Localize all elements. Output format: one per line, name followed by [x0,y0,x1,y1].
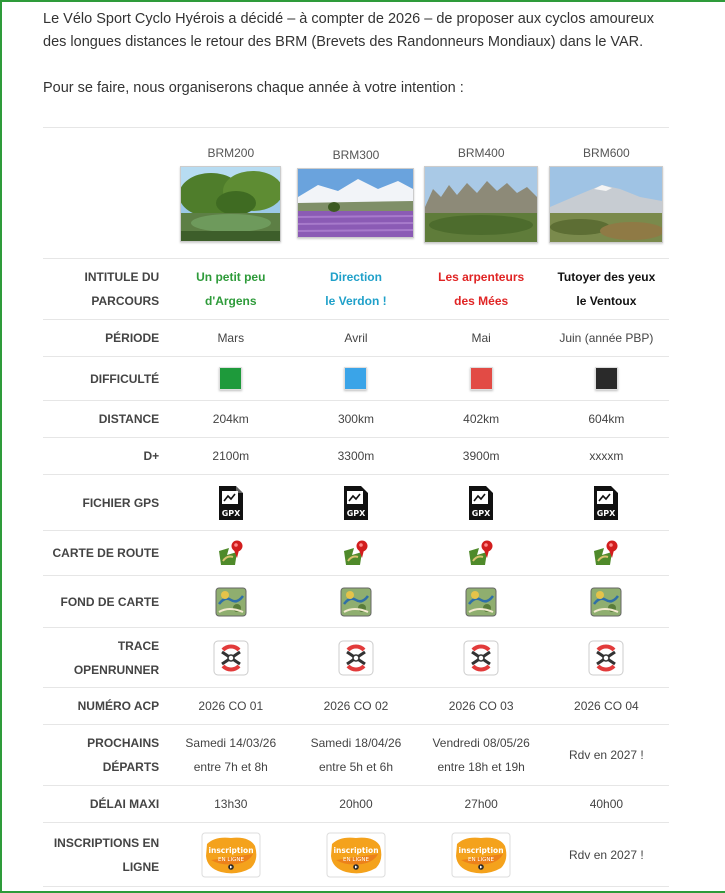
label-line: INTITULE DU [84,270,160,284]
brm-name: BRM400 [457,146,505,160]
row-label-route-map: CARTE DE ROUTE [43,531,168,576]
mont-ventoux-photo[interactable] [549,166,663,243]
brm300-departure [293,725,418,786]
brm400-period: Mai [419,320,544,357]
map-layer-icon[interactable] [215,586,247,618]
brm400-elevation: 3900m [419,438,544,475]
brm600-gps [544,475,669,531]
brm400-title [419,259,544,320]
difficulty-swatch [470,367,493,390]
brm400-gps [419,475,544,531]
gpx-label: GPX [346,508,366,518]
label-line: PARCOURS [91,294,160,308]
brm400-acp: 2026 CO 03 [419,688,544,725]
row-label-period: PÉRIODE [43,320,168,357]
brm600-max-time: 40h00 [544,786,669,823]
elevation-row [43,438,669,475]
brm600-period: Juin (année PBP) [544,320,669,357]
label-line: TRACE [117,638,160,653]
title-line: d'Argens [205,294,257,308]
difficulty-swatch [344,367,367,390]
title-line: le Ventoux [576,294,637,308]
badge-text-2: EN LIGNE [217,856,244,863]
brm300-difficulty [293,357,418,401]
label-line: LIGNE [122,859,160,874]
brm600-departure [544,725,669,786]
brm300-base-map [293,576,418,628]
openrunner-icon[interactable] [338,640,374,676]
brm600-base-map [544,576,669,628]
inscription-badge-icon[interactable] [326,832,386,878]
brm-name: BRM600 [583,146,630,160]
openrunner-icon[interactable] [588,640,624,676]
brm-name: BRM200 [207,146,255,160]
top-border [0,0,725,2]
brm400-trace [419,628,544,688]
brm200-difficulty [168,357,293,401]
max-time-row [43,786,669,823]
brm400-difficulty [419,357,544,401]
label-line: INSCRIPTIONS EN [53,835,160,850]
lavender-field-photo[interactable] [297,168,414,238]
brm200-gps [168,475,293,531]
route-map-row [43,531,669,576]
title-row [43,259,669,320]
header-empty-cell [43,128,168,259]
gpx-label: GPX [597,508,616,518]
title-line: des Mées [454,294,509,308]
map-pin-icon[interactable] [467,539,495,567]
brm600-elevation: xxxxm [544,438,669,475]
brm200-title [168,259,293,320]
title-line: Les arpenteurs [438,270,525,284]
map-layer-icon[interactable] [590,586,622,618]
intro-text [43,8,673,100]
brm600-registration: Rdv en 2027 ! [544,823,669,887]
brm200-distance: 204km [168,401,293,438]
brm200-max-time: 13h30 [168,786,293,823]
river-landscape-photo[interactable] [180,166,281,242]
badge-text-1: inscription [208,845,254,855]
map-pin-icon[interactable] [342,539,370,567]
brm200-header [168,128,293,259]
title-line: Tutoyer des yeux [557,270,656,284]
departures-row [43,725,669,786]
base-map-row [43,576,669,628]
map-pin-icon[interactable] [592,539,620,567]
left-border [0,0,2,893]
brm200-trace [168,628,293,688]
gpx-file-icon[interactable] [467,485,495,521]
row-label-distance: DISTANCE [43,401,168,438]
brm400-route-map [419,531,544,576]
brm200-elevation: 2100m [168,438,293,475]
departure-line: Samedi 18/04/26 [310,736,402,750]
brm400-distance: 402km [419,401,544,438]
gpx-file-icon[interactable] [217,485,245,521]
brm300-gps [293,475,418,531]
brm-table [43,127,669,887]
row-label-title [43,259,168,320]
brm200-registration [168,823,293,887]
brm300-trace [293,628,418,688]
period-row [43,320,669,357]
brm-header-row [43,128,669,259]
brm200-base-map [168,576,293,628]
row-label-elevation: D+ [43,438,168,475]
title-line: Un petit peu [196,270,266,284]
acp-row [43,688,669,725]
difficulty-swatch [595,367,618,390]
row-label-acp: NUMÉRO ACP [43,688,168,725]
brm300-header [293,128,418,259]
row-label-gps: FICHIER GPS [43,475,168,531]
brm600-acp: 2026 CO 04 [544,688,669,725]
brm200-acp: 2026 CO 01 [168,688,293,725]
difficulty-row [43,357,669,401]
label-line: DÉPARTS [102,760,160,774]
brm300-period: Avril [293,320,418,357]
row-label-max-time: DÉLAI MAXI [43,786,168,823]
gpx-file-icon[interactable] [342,485,370,521]
badge-text-2: EN LIGNE [343,856,369,863]
badge-text-1: inscription [333,845,379,855]
badge-text-1: inscription [458,845,504,855]
brm600-distance: 604km [544,401,669,438]
brm600-route-map [544,531,669,576]
gps-row [43,475,669,531]
row-label-departures [43,725,168,786]
brm200-period: Mars [168,320,293,357]
inscription-badge-icon[interactable] [451,832,511,878]
brm600-trace [544,628,669,688]
brm200-departure [168,725,293,786]
map-pin-icon[interactable] [217,539,245,567]
title-line: Direction [329,270,382,284]
brm300-max-time: 20h00 [293,786,418,823]
openrunner-icon[interactable] [463,640,499,676]
label-line: OPENRUNNER [73,662,160,677]
gpx-label: GPX [221,508,241,518]
map-layer-icon[interactable] [465,586,497,618]
departure-line: Vendredi 08/05/26 [432,736,530,750]
brm600-difficulty [544,357,669,401]
badge-text-2: EN LIGNE [468,856,495,863]
row-label-base-map: FOND DE CARTE [43,576,168,628]
trace-row [43,628,669,688]
gpx-file-icon[interactable] [592,485,620,521]
intro-paragraph-1: Le Vélo Sport Cyclo Hyérois a décidé – à compter de 2026 – de proposer aux cyclos amoureux des longues distances le retour des BRM (Brevets des Randonneurs Mondiaux) dans le VAR. [43,11,654,50]
brm300-elevation: 3300m [293,438,418,475]
brm200-route-map [168,531,293,576]
departure-line: entre 5h et 6h [318,760,393,774]
inscription-badge-icon[interactable] [201,832,261,878]
brm-name: BRM300 [332,148,380,162]
brm300-acp: 2026 CO 02 [293,688,418,725]
departure-line: entre 7h et 8h [193,760,268,774]
brm400-departure [419,725,544,786]
map-layer-icon[interactable] [340,586,372,618]
brm400-base-map [419,576,544,628]
brm400-header [419,128,544,259]
difficulty-swatch [219,367,242,390]
departure-line: Samedi 14/03/26 [185,736,277,750]
distance-row [43,401,669,438]
registration-row [43,823,669,887]
row-label-registration [43,823,168,887]
openrunner-icon[interactable] [213,640,249,676]
brm300-distance: 300km [293,401,418,438]
row-label-trace [43,628,168,688]
gpx-label: GPX [471,508,491,518]
row-label-difficulty: DIFFICULTÉ [43,357,168,401]
rock-formations-photo[interactable] [424,166,538,243]
brm600-header [544,128,669,259]
brm300-registration [293,823,418,887]
title-line: le Verdon ! [325,294,387,308]
brm300-title [293,259,418,320]
brm300-route-map [293,531,418,576]
departure-line: Rdv en 2027 ! [569,748,644,762]
departure-line: entre 18h et 19h [437,760,525,774]
label-line: PROCHAINS [87,736,160,750]
brm400-registration [419,823,544,887]
brm600-title [544,259,669,320]
intro-paragraph-2: Pour se faire, nous organiserons chaque année à votre intention : [43,80,464,96]
brm400-max-time: 27h00 [419,786,544,823]
